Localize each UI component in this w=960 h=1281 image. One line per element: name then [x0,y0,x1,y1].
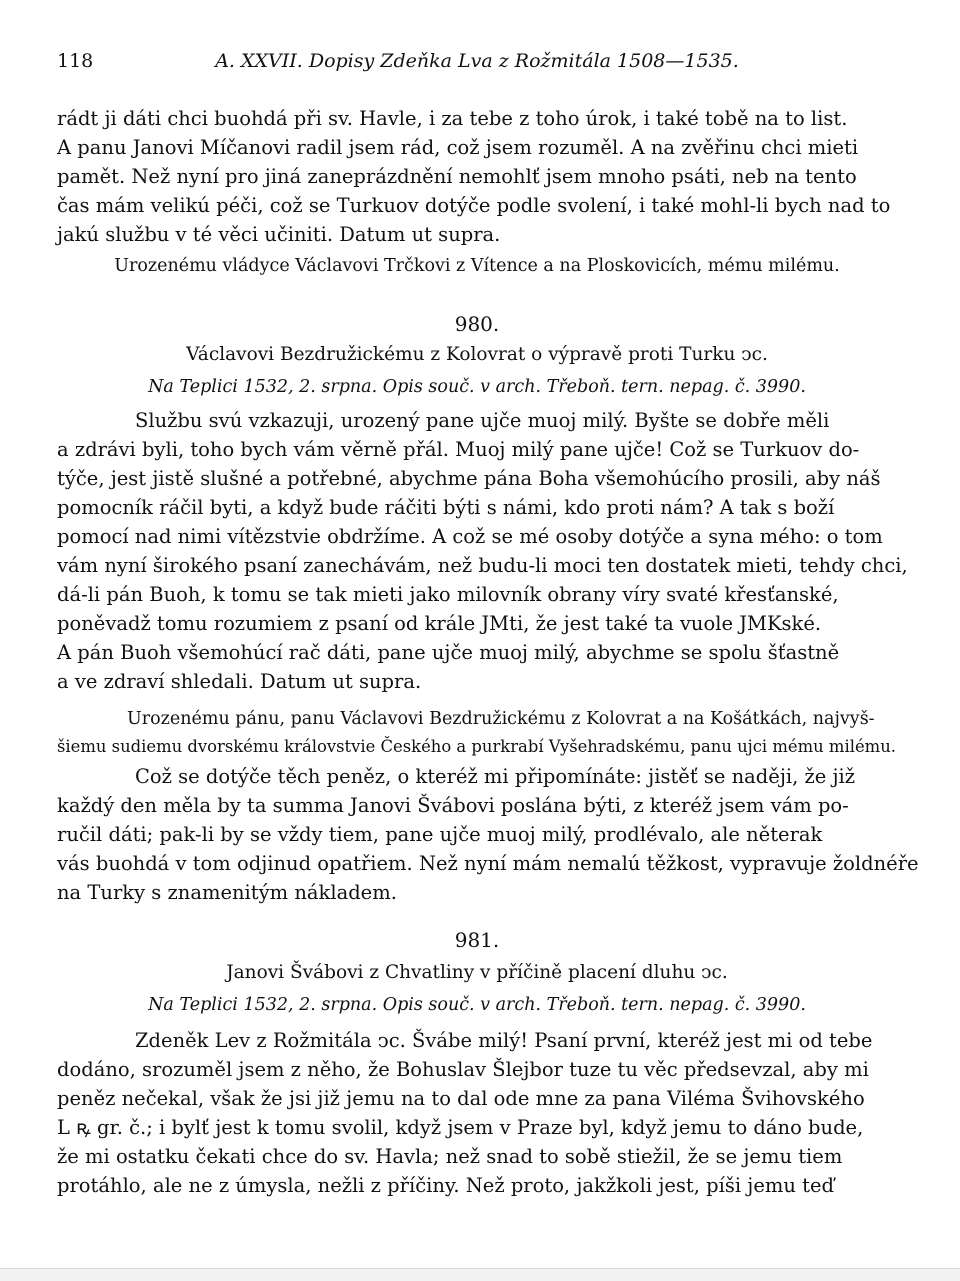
text-line: A pán Buoh všemohúcí rač dáti, pane ujče muoj milý, abychme se spolu šťastně [57,641,840,664]
letter-source-980: Na Teplici 1532, 2. srpna. Opis souč. v arch. Třeboň. tern. nepag. č. 3990. [148,377,806,397]
page-header [57,50,897,80]
page-bottom-edge [0,1268,960,1281]
text-line: pomocník ráčil byti, a když bude ráčiti býti s námi, kdo proti nám? A tak s boží [57,496,835,519]
text-line: dá-li pán Buoh, k tomu se tak mieti jako milovník obrany víry svaté křesťanské, [57,583,839,606]
text-line: pomocí nad nimi vítězstvie obdržíme. A což se mé osoby dotýče a syna mého: o tom [57,525,883,548]
text-line: vás buohdá v tom odjinud opatřiem. Než nyní mám nemalú těžkost, vypravuje žoldnéře [57,852,919,875]
text-line: každý den měla by ta summa Janovi Švábovi poslána býti, z kteréž jsem vám po- [57,794,849,817]
text-line: že mi ostatku čekati chce do sv. Havla; než snad to sobě stiežil, že se jemu tiem [57,1145,843,1168]
text-line: protáhlo, ale ne z úmysla, nežli z příčiny. Než proto, jakžkoli jest, píši jemu teď [57,1174,835,1197]
letter-number-980: 980. [454,312,500,336]
running-title: A. XXVII. Dopisy Zdeňka Lva z Rožmitála 1508—1535. [215,50,739,72]
letter-body-981 [57,1026,897,1200]
address-line: šiemu sudiemu dvorskému královstvie Českého a purkrabí Vyšehradskému, panu ujci mému milému. [57,737,896,756]
page-number: 118 [57,50,94,72]
text-line: vám nyní širokého psaní zanechávám, než budu-li moci ten dostatek mieti, tehdy chci, [57,554,908,577]
text-line: jakú službu v té věci učiniti. Datum ut supra. [57,223,501,246]
text-line: čas mám velikú péči, což se Turkuov dotýče podle svolení, i také mohl-li bych nad to [57,194,891,217]
text-line: a ve zdraví shledali. Datum ut supra. [57,670,422,693]
text-line: A panu Janovi Míčanovi radil jsem rád, což jsem rozuměl. A na zvěřinu chci mieti [57,136,859,159]
text-line: poněvadž tomu rozumiem z psaní od krále JMti, že jest také ta vuole JMKské. [57,612,822,635]
letter-title-980: Václavovi Bezdružickému z Kolovrat o výpravě proti Turku ↄc. [186,344,768,365]
text-line: peněz nečekal, však že jsi již jemu na to dal ode mne za pana Viléma Švihovského [57,1087,865,1110]
text-line: L ꝶ gr. č.; i bylť jest k tomu svolil, když jsem v Praze byl, když jemu to dáno bude, [57,1116,864,1139]
letter-title-981: Janovi Švábovi z Chvatliny v příčině placení dluhu ↄc. [226,962,728,983]
text-line: Zdeněk Lev z Rožmitála ↄc. Švábe milý! Psaní první, kteréž jest mi od tebe [135,1029,873,1052]
intro-paragraph [57,104,897,249]
text-line: Což se dotýče těch peněz, o kteréž mi připomínáte: jistěť se naději, že již [135,765,856,788]
address-line: Urozenému pánu, panu Václavovi Bezdružickému z Kolovrat a na Košátkách, najvyš- [127,709,875,729]
text-line: a zdrávi byli, toho bych vám věrně přál. Muoj milý pane ujče! Což se Turkuov do- [57,438,860,461]
text-line: Službu svú vzkazuji, urozený pane ujče muoj milý. Byšte se dobře měli [135,409,830,432]
text-line: dodáno, srozuměl jsem z něho, že Bohuslav Šlejbor tuze tu věc předsevzal, aby mi [57,1058,869,1081]
letter-number-981: 981. [454,928,500,952]
text-line: rádt ji dáti chci buohdá při sv. Havle, i za tebe z toho úrok, i také tobě na to list. [57,107,848,130]
letter-address-980 [57,706,897,760]
letter-source-981: Na Teplici 1532, 2. srpna. Opis souč. v arch. Třeboň. tern. nepag. č. 3990. [148,995,806,1015]
intro-address: Urozenému vládyce Václavovi Trčkovi z Vítence a na Ploskovicích, mému milému. [114,256,840,276]
text-line: na Turky s znamenitým nákladem. [57,881,397,904]
text-line: týče, jest jistě slušné a potřebné, abychme pána Boha všemohúcího prosili, aby náš [57,467,881,490]
letter-postscript-980 [57,762,919,907]
text-line: ručil dáti; pak-li by se vždy tiem, pane ujče muoj milý, prodlévalo, ale něterak [57,823,823,846]
letter-body-980 [57,406,908,696]
text-line: pamět. Než nyní pro jiná zaneprázdnění nemohlť jsem mnoho psáti, neb na tento [57,165,857,188]
